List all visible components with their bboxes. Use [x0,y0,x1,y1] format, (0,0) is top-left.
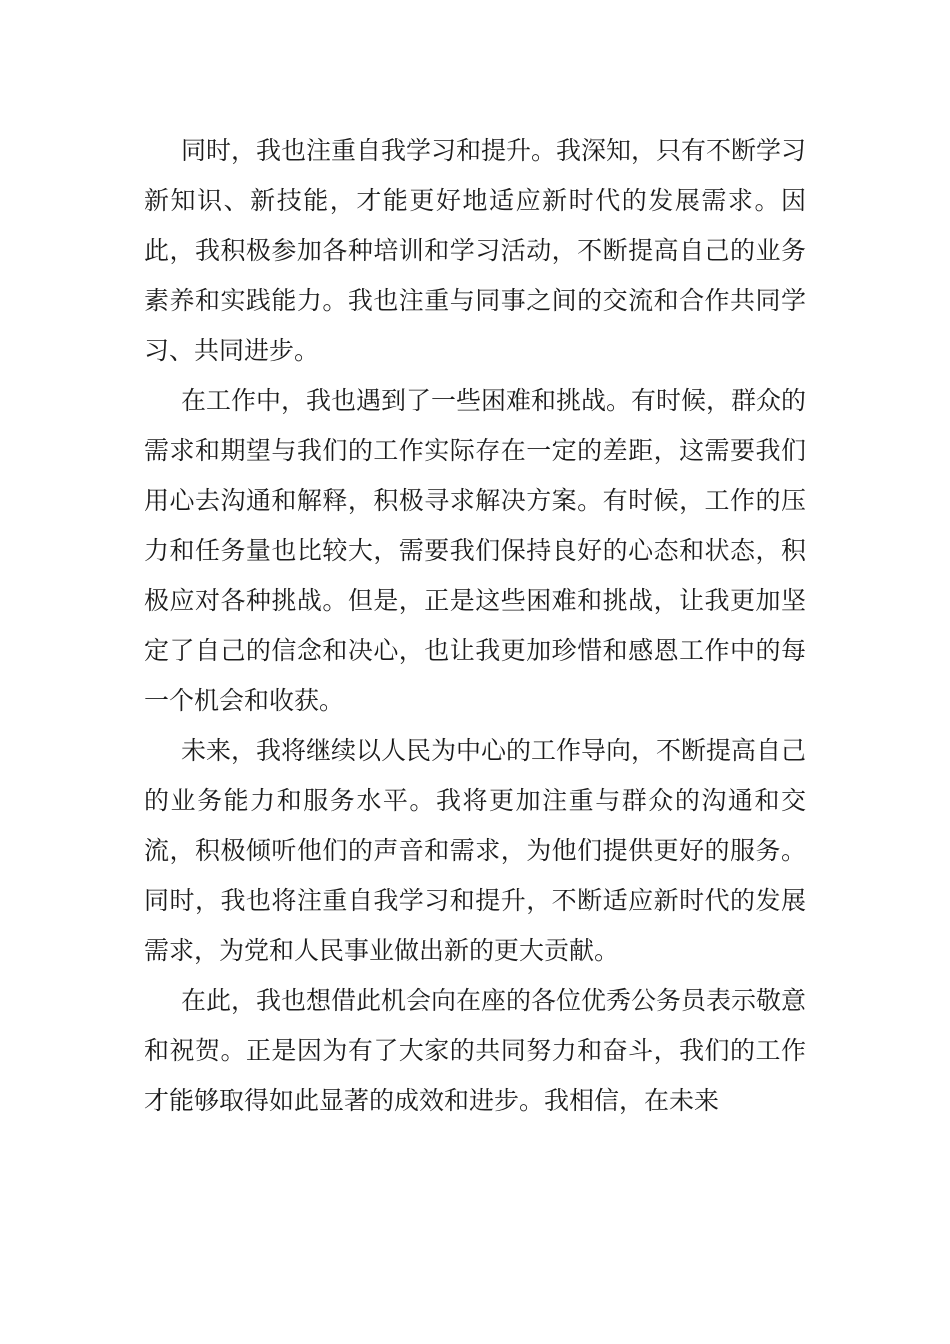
paragraph-challenges: 在工作中，我也遇到了一些困难和挑战。有时候，群众的需求和期望与我们的工作实际存在一定的差距，这需要我们用心去沟通和解释，积极寻求解决方案。有时候，工作的压力和任务量也比较大，需要我们保持良好的心态和状态，积极应对各种挑战。但是，正是这些困难和挑战，让我更加坚定了自己的信念和决心，也让我更加珍惜和感恩工作中的每一个机会和收获。 [144,386,807,715]
paragraph-gratitude: 在此，我也想借此机会向在座的各位优秀公务员表示敬意和祝贺。正是因为有了大家的共同努力和奋斗，我们的工作才能够取得如此显著的成效和进步。我相信，在未来 [144,986,807,1115]
paragraph-self-learning: 同时，我也注重自我学习和提升。我深知，只有不断学习新知识、新技能，才能更好地适应新时代的发展需求。因此，我积极参加各种培训和学习活动，不断提高自己的业务素养和实践能力。我也注重与同事之间的交流和合作共同学习、共同进步。 [144,136,807,365]
document-body [144,126,806,1126]
paragraph-future: 未来，我将继续以人民为中心的工作导向，不断提高自己的业务能力和服务水平。我将更加注重与群众的沟通和交流，积极倾听他们的声音和需求，为他们提供更好的服务。同时，我也将注重自我学习和提升，不断适应新时代的发展需求，为党和人民事业做出新的更大贡献。 [144,736,807,965]
